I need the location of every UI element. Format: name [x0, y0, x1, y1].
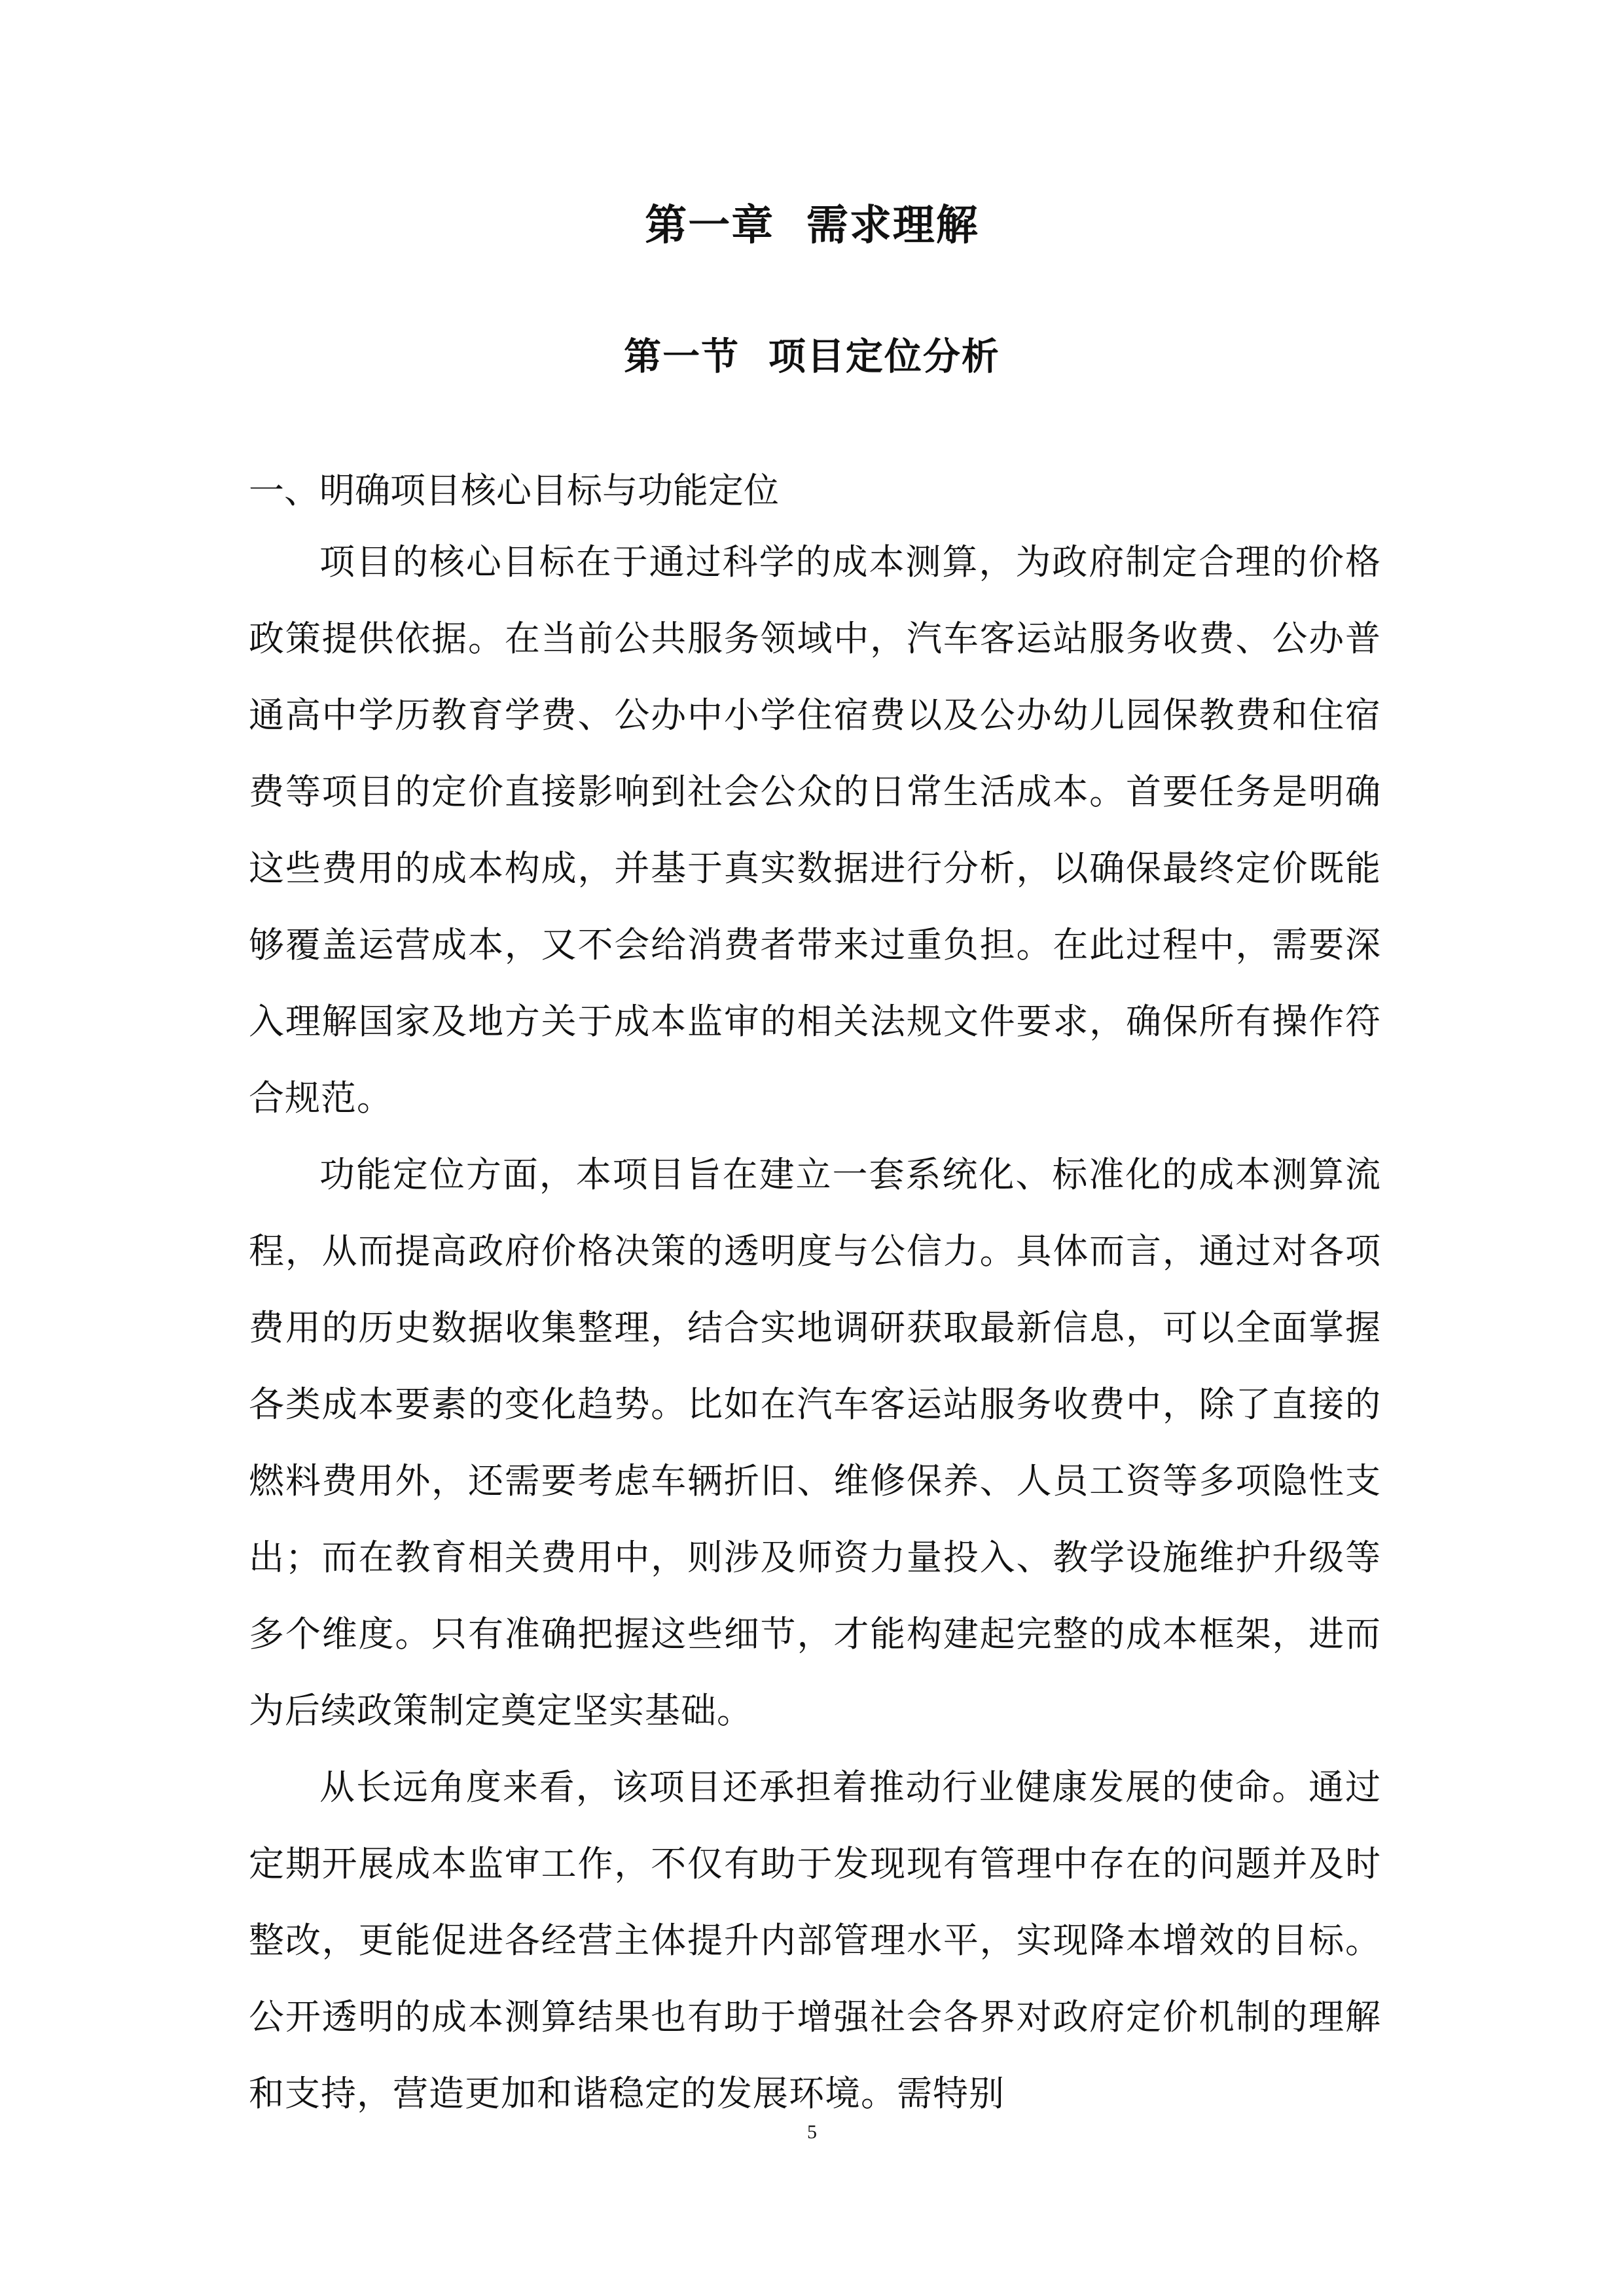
- page-number: 5: [807, 2121, 817, 2143]
- body-text: [249, 524, 1381, 2132]
- paragraph: 项目的核心目标在于通过科学的成本测算，为政府制定合理的价格政策提供依据。在当前公共服务领域中，汽车客运站服务收费、公办普通高中学历教育学费、公办中小学住宿费以及公办幼儿园保教费和住宿费等项目的定价直接影响到社会公众的日常生活成本。首要任务是明确这些费用的成本构成，并基于真实数据进行分析，以确保最终定价既能够覆盖运营成本，又不会给消费者带来过重负担。在此过程中，需要深入理解国家及地方关于成本监审的相关法规文件要求，确保所有操作符合规范。: [249, 541, 1381, 1119]
- paragraph: 功能定位方面，本项目旨在建立一套系统化、标准化的成本测算流程，从而提高政府价格决策的透明度与公信力。具体而言，通过对各项费用的历史数据收集整理，结合实地调研获取最新信息，可以全面掌握各类成本要素的变化趋势。比如在汽车客运站服务收费中，除了直接的燃料费用外，还需要考虑车辆折旧、维修保养、人员工资等多项隐性支出；而在教育相关费用中，则涉及师资力量投入、教学设施维护升级等多个维度。只有准确把握这些细节，才能构建起完整的成本框架，进而为后续政策制定奠定坚实基础。: [249, 1154, 1381, 1731]
- section-title: 第一节 项目定位分析: [624, 335, 1000, 378]
- paragraph: 从长远角度来看，该项目还承担着推动行业健康发展的使命。通过定期开展成本监审工作，不仅有助于发现现有管理中存在的问题并及时整改，更能促进各经营主体提升内部管理水平，实现降本增效的目标。公开透明的成本测算结果也有助于增强社会各界对政府定价机制的理解和支持，营造更加和谐稳定的发展环境。需特别: [249, 1767, 1381, 2114]
- subheading: 一、明确项目核心目标与功能定位: [249, 470, 779, 511]
- chapter-title: 第一章 需求理解: [645, 202, 979, 250]
